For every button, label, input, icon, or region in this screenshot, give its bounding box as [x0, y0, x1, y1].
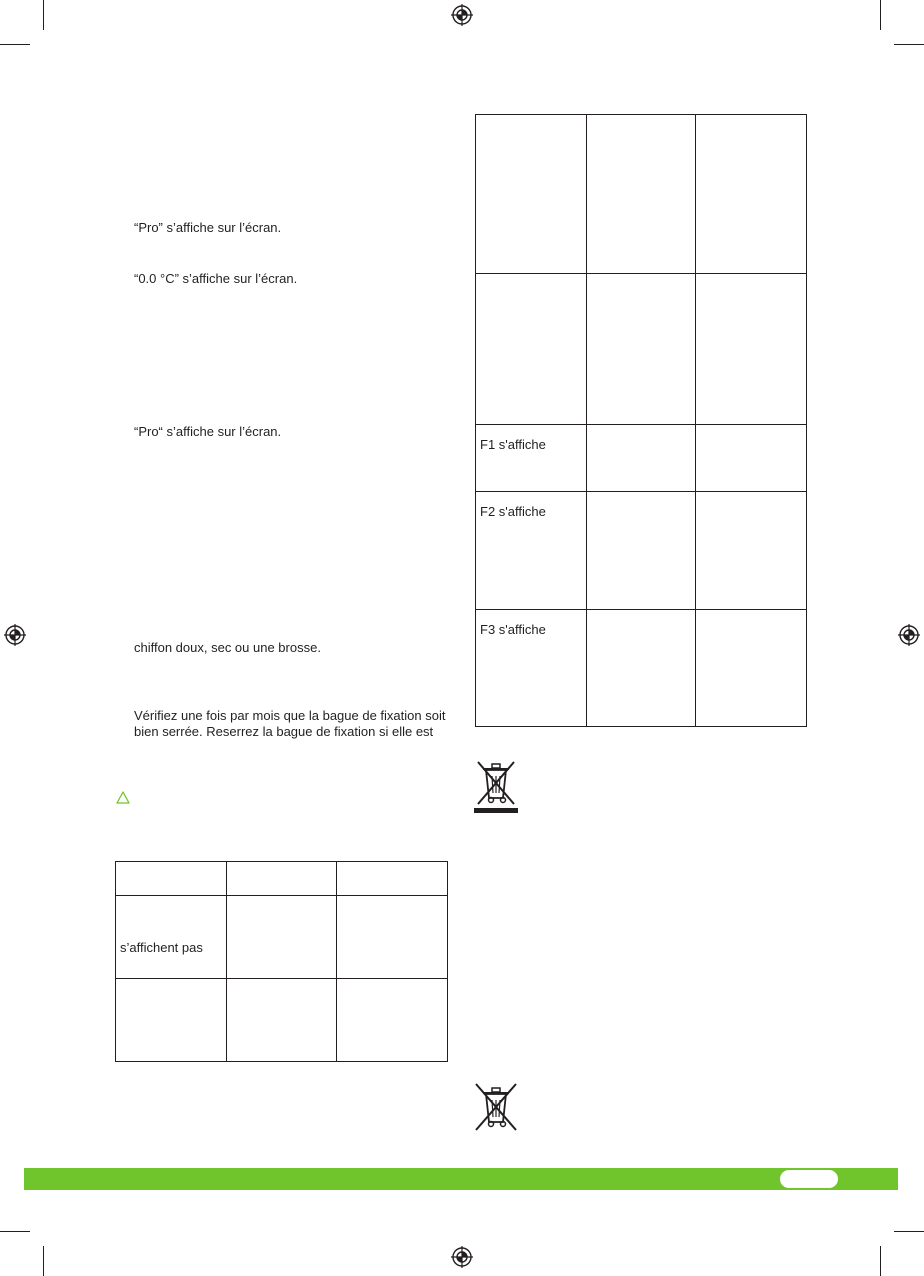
troubleshooting-table: [115, 861, 448, 1062]
crossed-out-wheelie-bin-icon: [472, 758, 520, 814]
table-row: [476, 492, 807, 610]
registration-mark-icon: [451, 1246, 473, 1268]
footer-bar: [24, 1168, 898, 1190]
crop-mark: [43, 1246, 44, 1276]
table-cell: [587, 610, 696, 727]
table-header-cell: [116, 862, 227, 896]
table-row: [476, 425, 807, 492]
table-cell: s’affichent pas: [116, 896, 227, 979]
table-row: [476, 115, 807, 274]
table-cell: [587, 274, 696, 425]
table-header-cell: [227, 862, 337, 896]
table-cell: [116, 979, 227, 1062]
body-text-line: chiffon doux, sec ou une brosse.: [134, 640, 321, 655]
registration-mark-icon: [451, 4, 473, 26]
table-header-cell: [337, 862, 448, 896]
warning-triangle-icon: [116, 791, 130, 804]
table-cell: [696, 492, 807, 610]
table-cell: F2 s'affiche: [476, 492, 587, 610]
table-row: [476, 274, 807, 425]
table-cell: [476, 115, 587, 274]
table-cell: [587, 492, 696, 610]
table-cell: [587, 425, 696, 492]
page-number-box: [780, 1170, 838, 1188]
table-cell: [337, 979, 448, 1062]
table-cell: [696, 425, 807, 492]
table-cell: [696, 610, 807, 727]
table-cell: [227, 979, 337, 1062]
table-cell: [476, 274, 587, 425]
crop-mark: [880, 0, 881, 30]
crop-mark: [880, 1246, 881, 1276]
table-row: [116, 979, 448, 1062]
table-row: [116, 896, 448, 979]
body-text-line: Vérifiez une fois par mois que la bague de fixation soit: [134, 708, 446, 723]
crop-mark: [894, 1231, 924, 1232]
table-cell: [587, 115, 696, 274]
table-cell: [696, 115, 807, 274]
table-cell: [696, 274, 807, 425]
body-text-line: “Pro” s’affiche sur l’écran.: [134, 220, 282, 235]
body-text-line: “Pro“ s’affiche sur l’écran.: [134, 424, 282, 439]
registration-mark-icon: [898, 624, 920, 646]
table-cell: [227, 896, 337, 979]
body-text-line: bien serrée. Reserrez la bague de fixation si elle est: [134, 724, 434, 739]
table-cell: F3 s'affiche: [476, 610, 587, 727]
body-text-line: “0.0 °C” s’affiche sur l’écran.: [134, 271, 298, 286]
crop-mark: [894, 44, 924, 45]
table-row: [476, 610, 807, 727]
crop-mark: [0, 1231, 30, 1232]
table-cell: F1 s'affiche: [476, 425, 587, 492]
crop-mark: [43, 0, 44, 30]
registration-mark-icon: [4, 624, 26, 646]
table-row: [116, 862, 448, 896]
table-cell: [337, 896, 448, 979]
crossed-out-wheelie-bin-icon: [472, 1082, 520, 1132]
crop-mark: [0, 44, 30, 45]
error-code-table: [475, 114, 807, 727]
